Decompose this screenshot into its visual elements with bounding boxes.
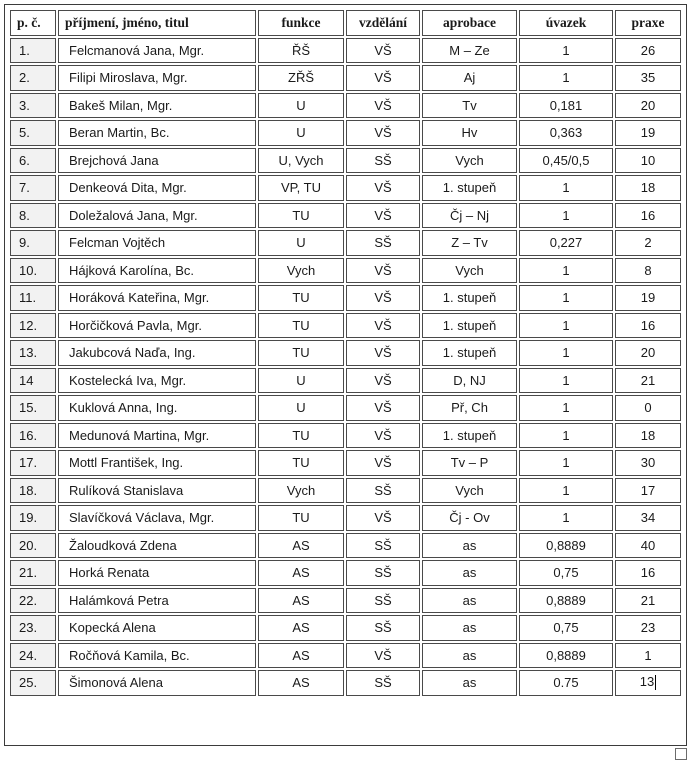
cell-approbation[interactable]: as <box>422 615 517 641</box>
cell-name[interactable]: Kuklová Anna, Ing. <box>58 395 256 421</box>
cell-name[interactable]: Halámková Petra <box>58 588 256 614</box>
table-row <box>10 38 681 64</box>
header-experience[interactable]: praxe <box>615 10 681 36</box>
cell-approbation[interactable]: as <box>422 588 517 614</box>
cell-education[interactable]: VŠ <box>346 175 420 201</box>
table-row <box>10 285 681 311</box>
cell-number[interactable]: 17. <box>10 450 56 476</box>
cell-name[interactable]: Kostelecká Iva, Mgr. <box>58 368 256 394</box>
cell-load[interactable]: 1 <box>519 65 613 91</box>
cell-function[interactable]: TU <box>258 423 344 449</box>
cell-load[interactable]: 0,8889 <box>519 533 613 559</box>
cell-education[interactable]: VŠ <box>346 38 420 64</box>
cell-approbation[interactable]: Tv – P <box>422 450 517 476</box>
cell-load[interactable]: 1 <box>519 285 613 311</box>
table-row <box>10 478 681 504</box>
table-row <box>10 423 681 449</box>
cell-experience[interactable]: 16 <box>615 203 681 229</box>
cell-experience[interactable]: 16 <box>615 560 681 586</box>
cell-experience[interactable]: 16 <box>615 313 681 339</box>
cell-approbation[interactable]: M – Ze <box>422 38 517 64</box>
cell-experience[interactable]: 20 <box>615 93 681 119</box>
cell-approbation[interactable]: Čj - Ov <box>422 505 517 531</box>
cell-approbation[interactable]: 1. stupeň <box>422 175 517 201</box>
cell-load[interactable]: 1 <box>519 258 613 284</box>
cell-load[interactable]: 1 <box>519 175 613 201</box>
cell-experience[interactable]: 8 <box>615 258 681 284</box>
cell-load[interactable]: 0,8889 <box>519 643 613 669</box>
header-education[interactable]: vzdělání <box>346 10 420 36</box>
table-row <box>10 120 681 146</box>
cell-experience[interactable]: 34 <box>615 505 681 531</box>
header-function[interactable]: funkce <box>258 10 344 36</box>
cell-function[interactable]: U <box>258 395 344 421</box>
cell-experience[interactable]: 23 <box>615 615 681 641</box>
cell-function[interactable]: TU <box>258 285 344 311</box>
cell-function[interactable]: TU <box>258 203 344 229</box>
cell-education[interactable]: VŠ <box>346 505 420 531</box>
cell-number[interactable]: 22. <box>10 588 56 614</box>
cell-function[interactable]: TU <box>258 450 344 476</box>
cell-number[interactable]: 10. <box>10 258 56 284</box>
cell-name[interactable]: Hájková Karolína, Bc. <box>58 258 256 284</box>
cell-approbation[interactable]: Vych <box>422 478 517 504</box>
cell-name[interactable]: Mottl František, Ing. <box>58 450 256 476</box>
cell-approbation[interactable]: D, NJ <box>422 368 517 394</box>
cell-load[interactable]: 1 <box>519 478 613 504</box>
text-cursor <box>655 675 656 690</box>
cell-name[interactable]: Rulíková Stanislava <box>58 478 256 504</box>
cell-function[interactable]: VP, TU <box>258 175 344 201</box>
cell-load[interactable]: 0,75 <box>519 615 613 641</box>
cell-experience[interactable]: 35 <box>615 65 681 91</box>
cell-education[interactable]: VŠ <box>346 65 420 91</box>
cell-load[interactable]: 1 <box>519 450 613 476</box>
cell-number[interactable]: 13. <box>10 340 56 366</box>
cell-function[interactable]: AS <box>258 533 344 559</box>
cell-load[interactable]: 1 <box>519 505 613 531</box>
cell-number[interactable]: 23. <box>10 615 56 641</box>
table-row <box>10 148 681 174</box>
cell-education[interactable]: VŠ <box>346 423 420 449</box>
table-row <box>10 670 681 696</box>
cell-function[interactable]: U <box>258 230 344 256</box>
cell-education[interactable]: VŠ <box>346 313 420 339</box>
cell-education[interactable]: VŠ <box>346 450 420 476</box>
cell-education[interactable]: VŠ <box>346 395 420 421</box>
cell-approbation[interactable]: 1. stupeň <box>422 313 517 339</box>
cell-experience[interactable]: 18 <box>615 423 681 449</box>
cell-experience[interactable]: 17 <box>615 478 681 504</box>
cell-education[interactable]: SŠ <box>346 560 420 586</box>
cell-function[interactable]: ŘŠ <box>258 38 344 64</box>
cell-education[interactable]: SŠ <box>346 533 420 559</box>
cell-load[interactable]: 0,227 <box>519 230 613 256</box>
table-row <box>10 313 681 339</box>
cell-education[interactable]: VŠ <box>346 203 420 229</box>
cell-function[interactable]: AS <box>258 588 344 614</box>
cell-function[interactable]: AS <box>258 670 344 696</box>
cell-number[interactable]: 7. <box>10 175 56 201</box>
cell-number[interactable]: 16. <box>10 423 56 449</box>
cell-education[interactable]: VŠ <box>346 285 420 311</box>
cell-number[interactable]: 25. <box>10 670 56 696</box>
cell-education[interactable]: VŠ <box>346 258 420 284</box>
cell-load[interactable]: 0,181 <box>519 93 613 119</box>
cell-education[interactable]: VŠ <box>346 643 420 669</box>
cell-approbation[interactable]: Vych <box>422 258 517 284</box>
cell-name[interactable]: Horčičková Pavla, Mgr. <box>58 313 256 339</box>
cell-name[interactable]: Denkeová Dita, Mgr. <box>58 175 256 201</box>
cell-name[interactable]: Jakubcová Naďa, Ing. <box>58 340 256 366</box>
cell-function[interactable]: ZŘŠ <box>258 65 344 91</box>
cell-experience[interactable]: 19 <box>615 285 681 311</box>
cell-approbation[interactable]: 1. stupeň <box>422 285 517 311</box>
cell-education[interactable]: VŠ <box>346 340 420 366</box>
cell-experience[interactable]: 21 <box>615 368 681 394</box>
cell-name[interactable]: Doležalová Jana, Mgr. <box>58 203 256 229</box>
cell-number[interactable]: 20. <box>10 533 56 559</box>
cell-name[interactable]: Filipi Miroslava, Mgr. <box>58 65 256 91</box>
cell-approbation[interactable]: as <box>422 643 517 669</box>
table-row <box>10 368 681 394</box>
cell-number[interactable]: 9. <box>10 230 56 256</box>
cell-name[interactable]: Felcman Vojtěch <box>58 230 256 256</box>
table-row <box>10 203 681 229</box>
table-row <box>10 93 681 119</box>
cell-function[interactable]: U, Vych <box>258 148 344 174</box>
cell-number[interactable]: 19. <box>10 505 56 531</box>
cell-education[interactable]: VŠ <box>346 93 420 119</box>
cell-load[interactable]: 0.75 <box>519 670 613 696</box>
cell-name[interactable]: Medunová Martina, Mgr. <box>58 423 256 449</box>
cell-experience[interactable]: 30 <box>615 450 681 476</box>
cell-name[interactable]: Felcmanová Jana, Mgr. <box>58 38 256 64</box>
cell-experience[interactable]: 1 <box>615 643 681 669</box>
cell-approbation[interactable]: 1. stupeň <box>422 340 517 366</box>
table-header-row <box>10 10 681 36</box>
cell-approbation[interactable]: Aj <box>422 65 517 91</box>
cell-education[interactable]: SŠ <box>346 588 420 614</box>
cell-load[interactable]: 1 <box>519 203 613 229</box>
cell-experience[interactable]: 26 <box>615 38 681 64</box>
cell-experience[interactable]: 10 <box>615 148 681 174</box>
cell-number[interactable]: 11. <box>10 285 56 311</box>
cell-function[interactable]: TU <box>258 505 344 531</box>
cell-function[interactable]: AS <box>258 615 344 641</box>
cell-load[interactable]: 1 <box>519 395 613 421</box>
cell-name[interactable]: Horká Renata <box>58 560 256 586</box>
cell-number[interactable]: 21. <box>10 560 56 586</box>
cell-name[interactable]: Bakeš Milan, Mgr. <box>58 93 256 119</box>
cell-number[interactable]: 6. <box>10 148 56 174</box>
cell-education[interactable]: SŠ <box>346 478 420 504</box>
cell-experience[interactable]: 19 <box>615 120 681 146</box>
cell-load[interactable]: 1 <box>519 368 613 394</box>
header-approbation[interactable]: aprobace <box>422 10 517 36</box>
header-name[interactable]: příjmení, jméno, titul <box>58 10 256 36</box>
cell-function[interactable]: TU <box>258 340 344 366</box>
cell-experience[interactable]: 2 <box>615 230 681 256</box>
table-row <box>10 450 681 476</box>
cell-function[interactable]: TU <box>258 313 344 339</box>
table-row <box>10 230 681 256</box>
cell-experience[interactable]: 13 <box>615 670 681 696</box>
cell-approbation[interactable]: Z – Tv <box>422 230 517 256</box>
cell-load[interactable]: 1 <box>519 340 613 366</box>
cell-function[interactable]: U <box>258 120 344 146</box>
cell-education[interactable]: SŠ <box>346 230 420 256</box>
cell-name[interactable]: Brejchová Jana <box>58 148 256 174</box>
cell-name[interactable]: Horáková Kateřina, Mgr. <box>58 285 256 311</box>
cell-experience[interactable]: 0 <box>615 395 681 421</box>
cell-load[interactable]: 0,45/0,5 <box>519 148 613 174</box>
table-row <box>10 588 681 614</box>
cell-function[interactable]: Vych <box>258 258 344 284</box>
cell-name[interactable]: Žaloudková Zdena <box>58 533 256 559</box>
table-resize-handle[interactable] <box>675 748 687 760</box>
staff-table <box>8 8 683 698</box>
cell-approbation[interactable]: Př, Ch <box>422 395 517 421</box>
cell-education[interactable]: VŠ <box>346 120 420 146</box>
cell-approbation[interactable]: as <box>422 670 517 696</box>
cell-function[interactable]: Vych <box>258 478 344 504</box>
cell-approbation[interactable]: as <box>422 533 517 559</box>
table-row <box>10 560 681 586</box>
header-load[interactable]: úvazek <box>519 10 613 36</box>
cell-name[interactable]: Šimonová Alena <box>58 670 256 696</box>
cell-approbation[interactable]: 1. stupeň <box>422 423 517 449</box>
cell-name[interactable]: Beran Martin, Bc. <box>58 120 256 146</box>
cell-load[interactable]: 1 <box>519 38 613 64</box>
cell-load[interactable]: 0,75 <box>519 560 613 586</box>
cell-load[interactable]: 0,8889 <box>519 588 613 614</box>
cell-number[interactable]: 24. <box>10 643 56 669</box>
cell-number[interactable]: 3. <box>10 93 56 119</box>
cell-approbation[interactable]: as <box>422 560 517 586</box>
cell-experience[interactable]: 40 <box>615 533 681 559</box>
cell-approbation[interactable]: Vych <box>422 148 517 174</box>
cell-number[interactable]: 2. <box>10 65 56 91</box>
table-row <box>10 340 681 366</box>
table-row <box>10 175 681 201</box>
cell-load[interactable]: 0,363 <box>519 120 613 146</box>
cell-experience[interactable]: 20 <box>615 340 681 366</box>
cell-number[interactable]: 18. <box>10 478 56 504</box>
cell-function[interactable]: AS <box>258 560 344 586</box>
table-row <box>10 65 681 91</box>
table-row <box>10 615 681 641</box>
cell-name[interactable]: Slavíčková Václava, Mgr. <box>58 505 256 531</box>
table-row <box>10 505 681 531</box>
cell-function[interactable]: U <box>258 93 344 119</box>
cell-load[interactable]: 1 <box>519 423 613 449</box>
cell-number[interactable]: 5. <box>10 120 56 146</box>
cell-load[interactable]: 1 <box>519 313 613 339</box>
cell-education[interactable]: SŠ <box>346 148 420 174</box>
cell-education[interactable]: SŠ <box>346 670 420 696</box>
cell-approbation[interactable]: Čj – Nj <box>422 203 517 229</box>
cell-name[interactable]: Kopecká Alena <box>58 615 256 641</box>
cell-number[interactable]: 12. <box>10 313 56 339</box>
cell-education[interactable]: VŠ <box>346 368 420 394</box>
cell-number[interactable]: 1. <box>10 38 56 64</box>
cell-name[interactable]: Ročňová Kamila, Bc. <box>58 643 256 669</box>
cell-function[interactable]: AS <box>258 643 344 669</box>
cell-number[interactable]: 15. <box>10 395 56 421</box>
cell-function[interactable]: U <box>258 368 344 394</box>
cell-number[interactable]: 14 <box>10 368 56 394</box>
header-number[interactable]: p. č. <box>10 10 56 36</box>
cell-approbation[interactable]: Tv <box>422 93 517 119</box>
cell-experience[interactable]: 18 <box>615 175 681 201</box>
table-row <box>10 258 681 284</box>
cell-number[interactable]: 8. <box>10 203 56 229</box>
table-row <box>10 533 681 559</box>
table-row <box>10 643 681 669</box>
cell-approbation[interactable]: Hv <box>422 120 517 146</box>
cell-experience[interactable]: 21 <box>615 588 681 614</box>
cell-education[interactable]: SŠ <box>346 615 420 641</box>
table-row <box>10 395 681 421</box>
